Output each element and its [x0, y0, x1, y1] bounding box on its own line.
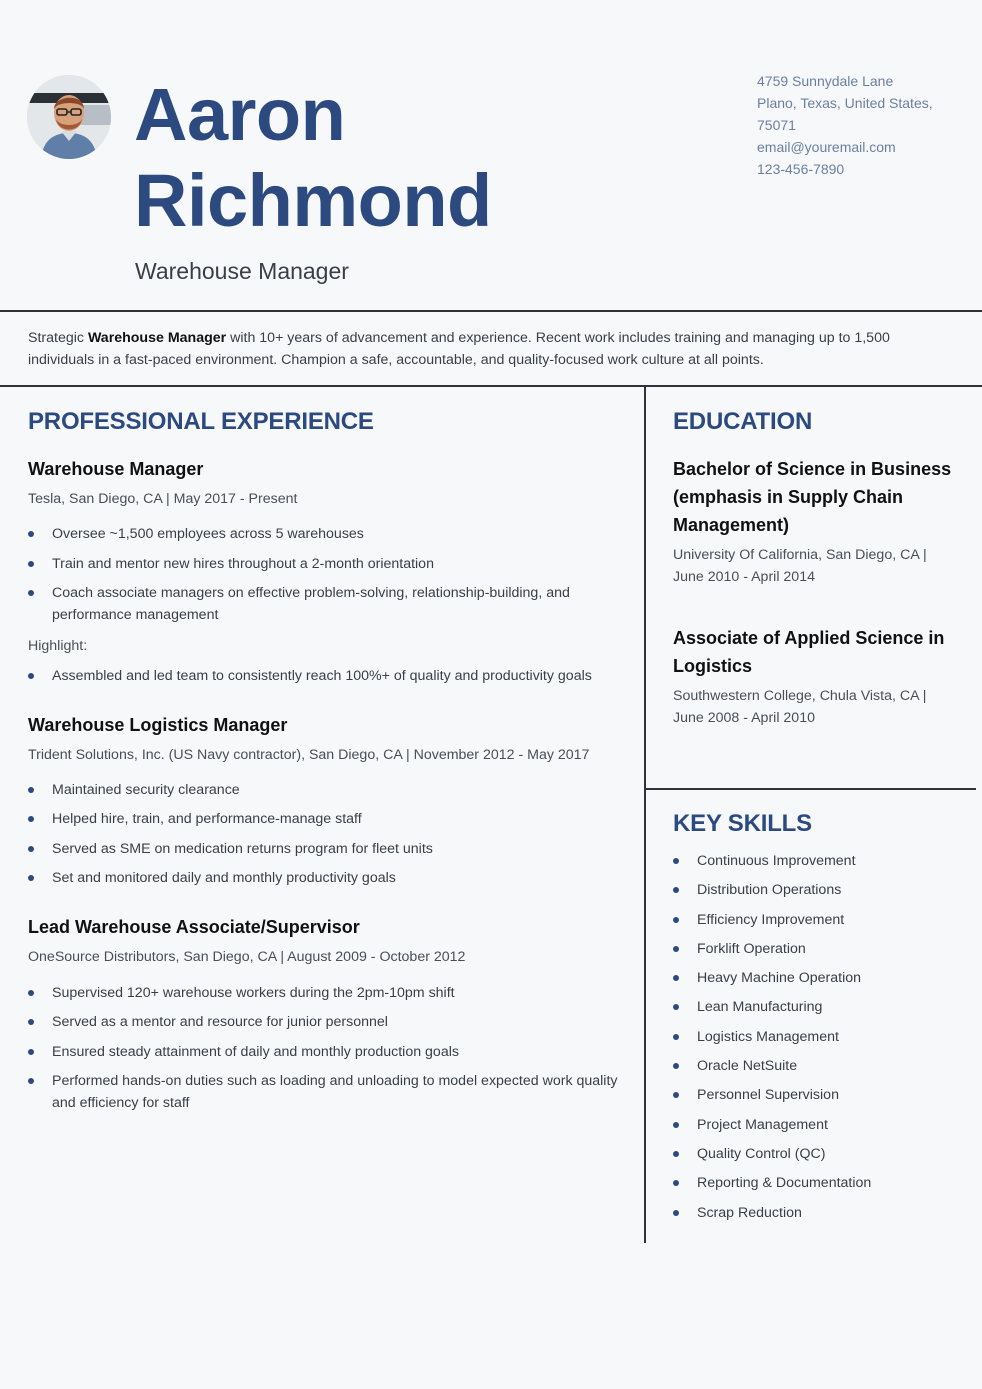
degree-1	[673, 455, 958, 588]
degree-meta-2: Southwestern College, Chula Vista, CA | June 2008 - April 2010	[673, 688, 927, 726]
skills-list	[673, 850, 963, 1231]
skill-item: Project Management	[673, 1114, 963, 1136]
job-title-2: Warehouse Logistics Manager	[28, 715, 288, 735]
list-item: Oversee ~1,500 employees across 5 warehouses	[28, 523, 628, 545]
list-item: Assembled and led team to consistently reach 100%+ of quality and productivity goals	[28, 665, 628, 687]
skill-item: Scrap Reduction	[673, 1202, 963, 1224]
job-meta-2: Trident Solutions, Inc. (US Navy contractor), San Diego, CA | November 2012 - May 2017	[28, 747, 590, 763]
divider-education-skills	[646, 788, 976, 790]
address-line-1: 4759 Sunnydale Lane	[757, 73, 894, 89]
job-meta-1: Tesla, San Diego, CA | May 2017 - Present	[28, 491, 298, 507]
skill-item: Reporting & Documentation	[673, 1172, 963, 1194]
column-divider	[644, 386, 646, 1243]
list-item: Performed hands-on duties such as loading and unloading to model expected work quality and efficiency for staff	[28, 1070, 628, 1114]
degree-title-1: Bachelor of Science in Business (emphasis in Supply Chain Management)	[673, 459, 952, 535]
list-item: Served as a mentor and resource for junior personnel	[28, 1011, 628, 1033]
divider-top	[0, 310, 982, 312]
contact-block	[757, 70, 957, 180]
list-item: Served as SME on medication returns program for fleet units	[28, 838, 628, 860]
job-bullets-2	[28, 779, 628, 889]
list-item: Helped hire, train, and performance-manage staff	[28, 808, 628, 830]
address-line-2: Plano, Texas, United States,	[757, 95, 933, 111]
avatar	[27, 75, 111, 159]
job-title-3: Lead Warehouse Associate/Supervisor	[28, 917, 360, 937]
degree-title-2: Associate of Applied Science in Logistics	[673, 628, 945, 676]
job-3	[28, 914, 628, 1114]
profile-photo-icon	[27, 75, 111, 159]
job-title: Warehouse Manager	[135, 258, 349, 284]
divider-summary	[0, 385, 982, 387]
address-line-3: 75071	[757, 117, 796, 133]
summary-prefix: Strategic	[28, 330, 88, 346]
job-highlights-1	[28, 665, 628, 687]
first-name: Aaron	[134, 73, 346, 156]
summary	[28, 327, 958, 371]
job-title-1: Warehouse Manager	[28, 459, 204, 479]
job-bullets-1	[28, 523, 628, 626]
skill-item: Lean Manufacturing	[673, 996, 963, 1018]
candidate-name	[134, 72, 492, 244]
phone-number: 123-456-7890	[757, 161, 845, 177]
list-item: Coach associate managers on effective problem-solving, relationship-building, and performance management	[28, 582, 628, 626]
skill-item: Distribution Operations	[673, 879, 963, 901]
email-link[interactable]: email@youremail.com	[757, 139, 896, 155]
skill-item: Personnel Supervision	[673, 1084, 963, 1106]
list-item: Set and monitored daily and monthly productivity goals	[28, 867, 628, 889]
skills-heading: KEY SKILLS	[673, 810, 812, 837]
skill-item: Quality Control (QC)	[673, 1143, 963, 1165]
summary-suffix: with 10+ years of advancement and experience. Recent work includes training and managing up to 1,500 individuals in a fast-paced environment. Champion a safe, accountable, and quality-focused work culture at all points.	[28, 330, 890, 368]
skill-item: Forklift Operation	[673, 938, 963, 960]
job-bullets-3	[28, 982, 628, 1114]
job-meta-3: OneSource Distributors, San Diego, CA | August 2009 - October 2012	[28, 949, 466, 965]
degree-meta-1: University Of California, San Diego, CA | June 2010 - April 2014	[673, 547, 927, 585]
summary-bold: Warehouse Manager	[87, 330, 227, 346]
education-heading: EDUCATION	[673, 408, 813, 435]
resume-header	[0, 0, 982, 311]
experience-heading: PROFESSIONAL EXPERIENCE	[28, 408, 374, 435]
list-item: Ensured steady attainment of daily and monthly production goals	[28, 1041, 628, 1063]
job-1	[28, 456, 628, 687]
skill-item: Logistics Management	[673, 1026, 963, 1048]
skill-item: Heavy Machine Operation	[673, 967, 963, 989]
degree-2	[673, 624, 958, 729]
skill-item: Continuous Improvement	[673, 850, 963, 872]
list-item: Maintained security clearance	[28, 779, 628, 801]
skill-item: Oracle NetSuite	[673, 1055, 963, 1077]
highlight-label: Highlight:	[28, 638, 88, 654]
skill-item: Efficiency Improvement	[673, 909, 963, 931]
job-2	[28, 712, 628, 889]
last-name: Richmond	[134, 159, 492, 242]
list-item: Train and mentor new hires throughout a 2-month orientation	[28, 553, 628, 575]
list-item: Supervised 120+ warehouse workers during the 2pm-10pm shift	[28, 982, 628, 1004]
